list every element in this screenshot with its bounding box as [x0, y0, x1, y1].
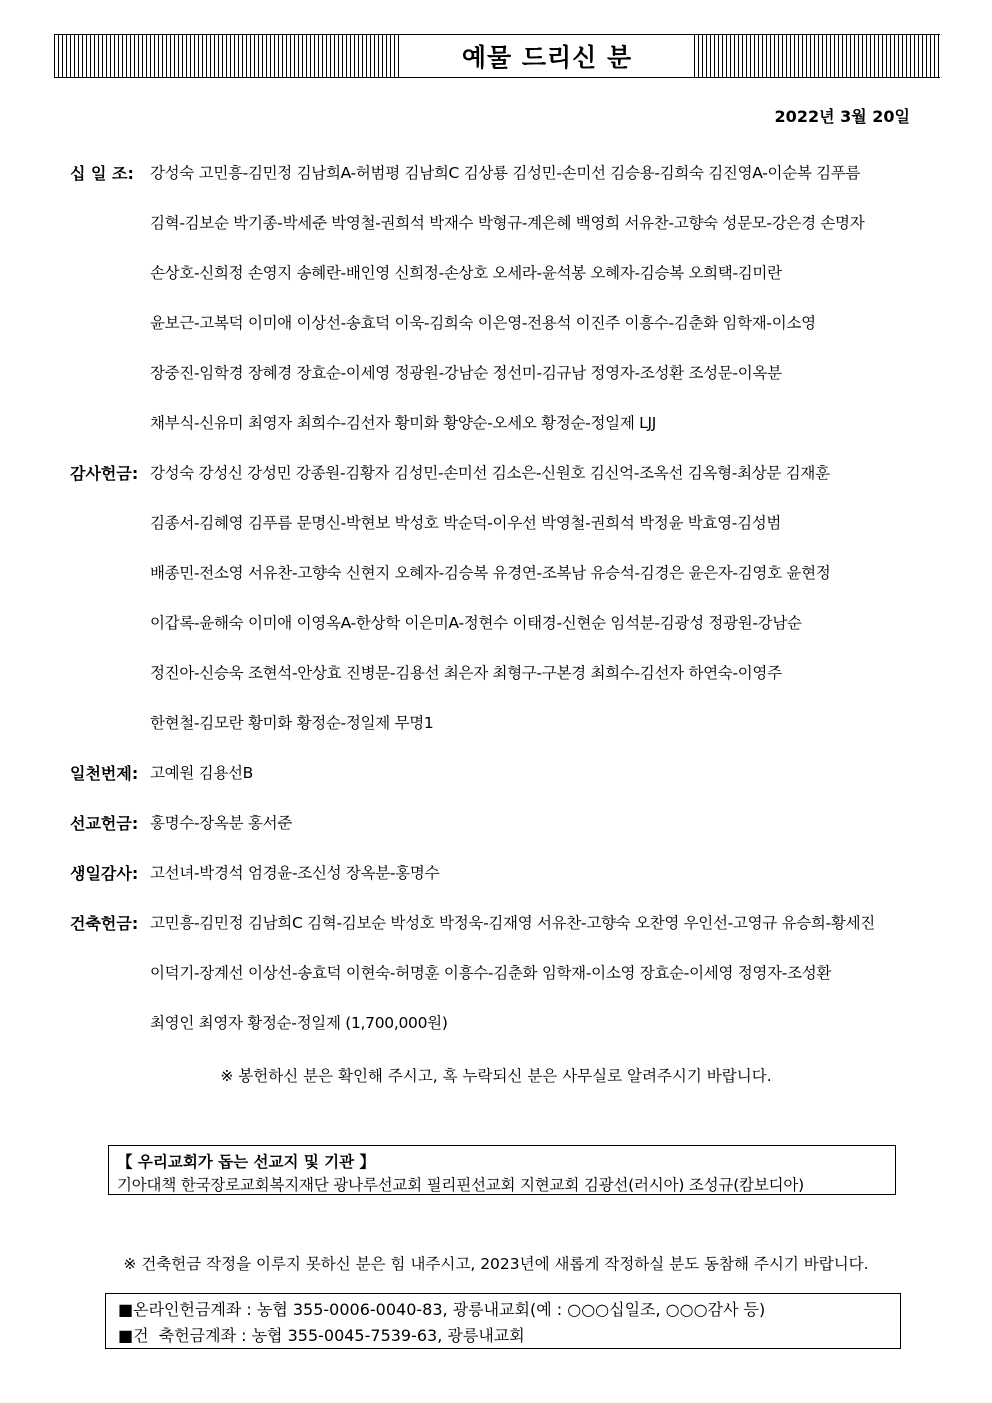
name-line: 고선녀-박경석 엄경윤-조신성 장옥분-홍명수: [150, 864, 440, 882]
name-line: 장중진-임학경 장혜경 장효순-이세영 정광원-강남순 정선미-김규남 정영자-조성환 조성문-이옥분: [150, 364, 782, 382]
name-line: 채부식-신유미 최영자 최희수-김선자 황미화 황양순-오세오 황정순-정일제 LJJ: [150, 414, 657, 432]
page-title: 예물 드리신 분: [461, 43, 633, 72]
section-label: 선교헌금:: [70, 814, 139, 833]
name-line: 김종서-김혜영 김푸름 문명신-박현보 박성호 박순덕-이우선 박영철-권희석 박정윤 박효영-김성범: [150, 514, 782, 532]
name-line: 최영인 최영자 황정순-정일제 (1,700,000원): [150, 1014, 448, 1032]
title-banner: [54, 34, 940, 78]
section-label: 생일감사:: [70, 864, 139, 883]
mission-list: 기아대책 한국장로교회복지재단 광나루선교회 필리핀선교회 지현교회 김광선(러시아) 조성규(캄보디아): [117, 1176, 804, 1194]
account-building: ■건 축헌금계좌 : 농협 355-0045-7539-63, 광릉내교회: [118, 1326, 525, 1345]
name-line: 이덕기-장계선 이상선-송효덕 이현숙-허명훈 이흥수-김춘화 임학재-이소영 장효순-이세영 정영자-조성환: [150, 964, 832, 982]
name-line: 손상호-신희정 손영지 송혜란-배인영 신희정-손상호 오세라-윤석봉 오혜자-김승복 오희택-김미란: [150, 264, 782, 282]
name-line: 홍명수-장옥분 홍서준: [150, 814, 292, 832]
name-line: 강성숙 강성신 강성민 강종원-김황자 김성민-손미선 김소은-신원호 김신억-조옥선 김옥형-최상문 김재훈: [150, 464, 830, 482]
account-box: [105, 1293, 901, 1349]
date: 2022년 3월 20일: [774, 107, 910, 126]
account-online: ■온라인헌금계좌 : 농협 355-0006-0040-83, 광릉내교회(예 : ○○○십일조, ○○○감사 등): [118, 1300, 766, 1319]
name-line: 정진아-신승욱 조현석-안상효 진병문-김용선 최은자 최형구-구본경 최희수-김선자 하연숙-이영주: [150, 664, 782, 682]
name-line: 윤보근-고복덕 이미애 이상선-송효덕 이욱-김희숙 이은영-전용석 이진주 이흥수-김춘화 임학재-이소영: [150, 314, 816, 332]
name-line: 고예원 김용선B: [150, 764, 253, 782]
name-line: 한현철-김모란 황미화 황정순-정일제 무명1: [150, 714, 434, 732]
name-line: 강성숙 고민흥-김민정 김남희A-허범평 김남희C 김상룡 김성민-손미선 김승용-김희숙 김진영A-이순복 김푸름: [150, 164, 861, 182]
section-label: 일천번제:: [70, 764, 139, 783]
section-label: 감사헌금:: [70, 464, 139, 483]
mission-box: [108, 1145, 896, 1195]
name-line: 고민흥-김민정 김남희C 김혁-김보순 박성호 박정욱-김재영 서유찬-고향숙 오찬영 우인선-고영규 유승희-황세진: [150, 914, 875, 932]
title-box: [400, 35, 694, 77]
notice-building: ※ 건축헌금 작정을 이루지 못하신 분은 힘 내주시고, 2023년에 새롭게 작정하실 분도 동참해 주시기 바랍니다.: [123, 1255, 869, 1273]
mission-title: 【 우리교회가 돕는 선교지 및 기관 】: [117, 1153, 376, 1171]
notice-check: ※ 봉헌하신 분은 확인해 주시고, 혹 누락되신 분은 사무실로 알려주시기 바랍니다.: [220, 1067, 772, 1085]
name-line: 김혁-김보순 박기종-박세준 박영철-권희석 박재수 박형규-계은혜 백영희 서유찬-고향숙 성문모-강은경 손명자: [150, 214, 865, 232]
name-line: 배종민-전소영 서유찬-고향숙 신현지 오혜자-김승복 유경연-조복남 유승석-김경은 윤은자-김영호 윤현정: [150, 564, 831, 582]
name-line: 이갑록-윤해숙 이미애 이영옥A-한상학 이은미A-정현수 이태경-신현순 임석분-김광성 정광원-강남순: [150, 614, 802, 632]
section-label: 건축헌금:: [70, 914, 139, 933]
section-label: 십 일 조:: [70, 164, 134, 183]
